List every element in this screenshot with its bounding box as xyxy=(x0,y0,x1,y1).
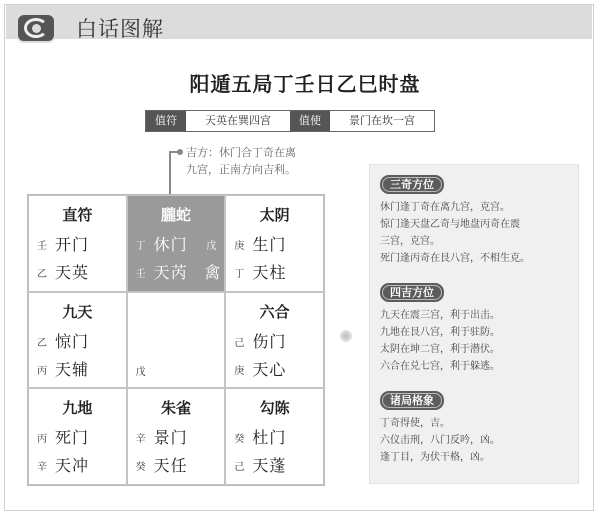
palace-god: 九天 xyxy=(62,302,93,321)
palace-god: 六合 xyxy=(259,302,290,321)
section-line: 丁奇得使，吉。 xyxy=(380,418,450,429)
palace-gate: 景门 xyxy=(153,428,188,448)
section-line: 六仪击刑，八门反吟，凶。 xyxy=(380,435,500,446)
decorative-dot-icon xyxy=(340,330,352,342)
palace-cell xyxy=(225,388,324,485)
palace-star: 天柱 xyxy=(252,263,287,282)
section-line: 惊门逢天盘乙奇与地盘丙奇在震 xyxy=(380,219,520,230)
palace-god: 朧蛇 xyxy=(160,206,191,224)
palace-stem: 辛 xyxy=(135,434,146,446)
palace-god: 太阴 xyxy=(259,206,290,224)
logo-icon xyxy=(16,13,56,43)
palace-stem: 壬 xyxy=(135,269,146,280)
side-panel xyxy=(369,164,579,484)
section-title-siji: 四吉方位 xyxy=(380,283,444,302)
palace-stem: 丁 xyxy=(234,269,245,280)
palace-gate: 惊门 xyxy=(55,331,90,351)
palace-cell xyxy=(127,388,226,485)
palace-cell-center xyxy=(127,292,226,389)
section-line: 休门逢丁奇在离九宫，克宫。 xyxy=(380,202,510,213)
palace-stem: 乙 xyxy=(37,269,47,280)
note-connector-v xyxy=(169,151,171,197)
section-line: 逢丁目，为伏干格，凶。 xyxy=(380,452,490,463)
palace-stem: 戊 xyxy=(135,366,146,378)
section-line: 六合在兑七宫，利于躲逃。 xyxy=(380,361,500,372)
palace-stem: 壬 xyxy=(37,241,47,252)
palace-stem: 癸 xyxy=(234,434,245,446)
palace-star: 天心 xyxy=(252,359,287,379)
palace-star: 天蓬 xyxy=(252,456,287,476)
palace-star: 天任 xyxy=(153,456,188,476)
header-title: 白话图解 xyxy=(76,17,164,41)
qimen-grid xyxy=(27,194,325,486)
note-line-1: 吉方：休门合丁奇在离 xyxy=(186,146,296,159)
palace-stem: 丙 xyxy=(37,434,47,446)
palace-gate: 生门 xyxy=(252,235,287,254)
palace-stem: 丙 xyxy=(37,365,47,377)
section-line: 三宫，克宫。 xyxy=(380,236,440,247)
palace-gate: 杜门 xyxy=(252,428,287,448)
section-line: 死门逢丙奇在艮八宫，不相生克。 xyxy=(380,253,530,264)
palace-stem: 己 xyxy=(234,462,245,474)
palace-star: 天英 xyxy=(55,263,90,282)
palace-star: 天冲 xyxy=(55,456,90,476)
section-text-siji xyxy=(380,307,572,375)
palace-gate: 休门 xyxy=(153,235,188,254)
zhifu-value: 天英在巽四宫 xyxy=(186,111,290,131)
palace-cell xyxy=(28,388,127,485)
palace-earth-stem: 戊 xyxy=(206,241,217,252)
palace-cell xyxy=(28,292,127,389)
section-title-zhuju: 诸局格象 xyxy=(380,391,444,410)
note-dot-icon xyxy=(177,149,183,155)
auspicious-note xyxy=(186,144,346,178)
palace-star: 天芮 xyxy=(153,263,188,282)
palace-stem: 丁 xyxy=(135,241,146,252)
header-bar xyxy=(6,5,592,39)
palace-cell-highlight xyxy=(127,195,226,292)
palace-stem: 癸 xyxy=(135,462,146,474)
palace-star-secondary: 禽 xyxy=(204,263,221,282)
palace-gate: 伤门 xyxy=(252,331,287,351)
palace-stem: 己 xyxy=(234,337,245,349)
zhishi-value: 景门在坎一宫 xyxy=(330,111,434,131)
palace-gate: 开门 xyxy=(55,235,90,254)
section-line: 太阴在坤二宫，利于潜伏。 xyxy=(380,344,500,355)
section-title-sanqi: 三奇方位 xyxy=(380,175,444,194)
section-text-sanqi xyxy=(380,199,572,267)
palace-stem: 庚 xyxy=(234,365,245,377)
palace-god: 直符 xyxy=(62,206,93,224)
section-line: 九地在艮八宫，利于驻防。 xyxy=(380,327,500,338)
palace-stem: 庚 xyxy=(234,241,245,252)
section-text-zhuju xyxy=(380,415,572,466)
zhifu-label: 值符 xyxy=(146,111,186,131)
palace-god: 朱雀 xyxy=(160,399,191,418)
palace-god: 勾陈 xyxy=(259,399,290,418)
palace-star: 天辅 xyxy=(55,359,90,379)
note-line-2: 九宫，正南方向吉利。 xyxy=(186,163,296,176)
palace-cell xyxy=(28,195,127,292)
palace-cell xyxy=(225,292,324,389)
section-line: 九天在震三宫，利于出击。 xyxy=(380,310,500,321)
chart-title: 阳遁五局丁壬日乙巳时盘 xyxy=(189,72,421,96)
palace-god: 九地 xyxy=(62,399,93,418)
zhifu-row xyxy=(145,110,435,132)
zhishi-label: 值使 xyxy=(290,111,330,131)
palace-stem: 辛 xyxy=(37,462,47,474)
palace-cell xyxy=(225,195,324,292)
palace-stem: 乙 xyxy=(37,337,47,349)
palace-gate: 死门 xyxy=(55,428,90,448)
